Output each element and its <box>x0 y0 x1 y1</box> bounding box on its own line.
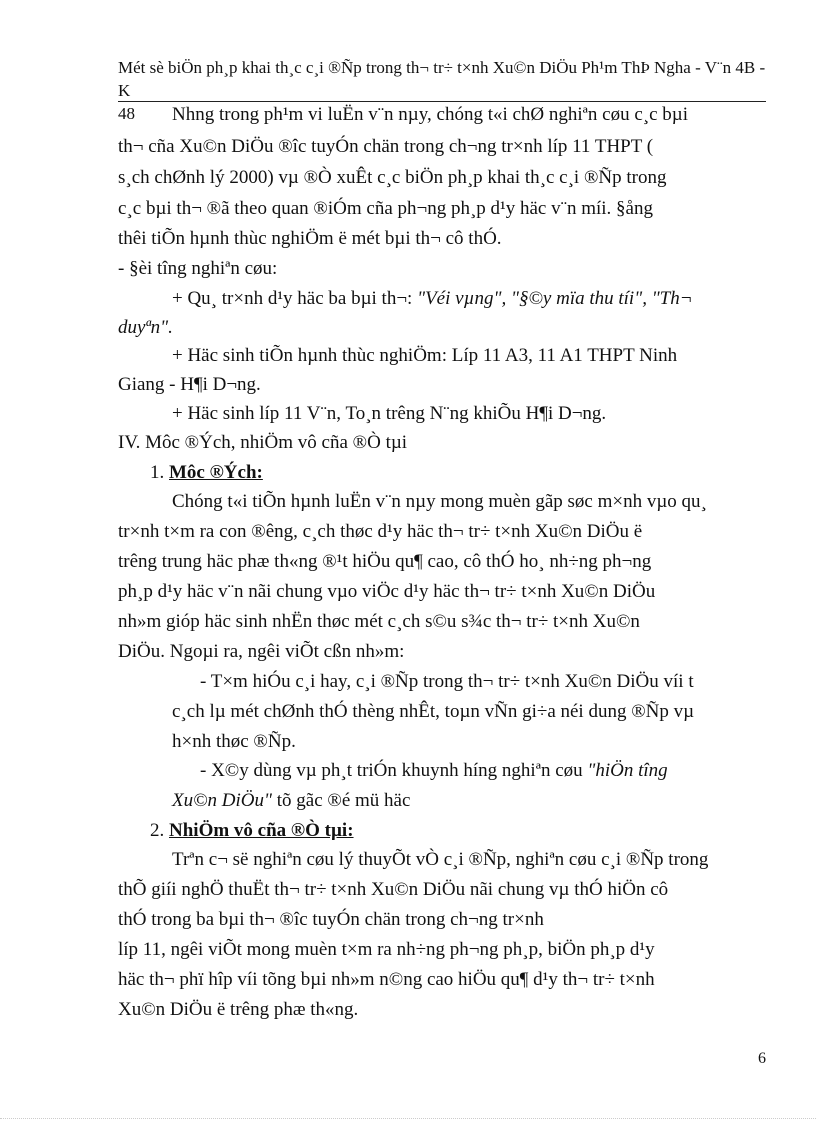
paragraph-line: häc th¬ phï hîp víi tõng bµi nh»m n©ng cao hiÖu qu¶ d¹y th¬ tr÷ t×nh <box>118 969 655 990</box>
poem-titles: "Véi vµng", "§©y mïa thu tíi", "Th¬ <box>417 288 693 309</box>
aim-text: tõ gãc ®é mü häc <box>272 790 411 811</box>
paragraph-line: th¬ cña Xu©n DiÖu ®îc tuyÓn chän trong ch¬ng tr×nh líp 11 THPT ( <box>118 136 654 157</box>
paragraph-line: trêng trung häc phæ th«ng ®¹t hiÖu qu¶ cao, cô thÓ ho¸ nh÷ng ph¬ng <box>118 551 652 572</box>
list-item-continuation <box>118 316 173 340</box>
aim-italic: "hiÖn tîng <box>587 760 668 781</box>
paragraph-line: Chóng t«i tiÕn hµnh luËn v¨n nµy mong muèn gãp søc m×nh vµo qu¸ <box>172 491 707 512</box>
aim-line: h×nh thøc ®Ñp. <box>172 731 296 752</box>
list-item: + Häc sinh líp 11 V¨n, To¸n trêng N¨ng khiÕu H¶i D¬ng. <box>172 403 607 424</box>
paragraph-line: líp 11, ngêi viÕt mong muèn t×m ra nh÷ng ph¬ng ph¸p, biÖn ph¸p d¹y <box>118 939 655 960</box>
paragraph-line: thÕ giíi nghÖ thuËt th¬ tr÷ t×nh Xu©n DiÖu nãi chung vµ thÓ hiÖn cô <box>118 879 669 900</box>
aim-line <box>200 759 668 783</box>
aim-text: - X©y dùng vµ ph¸t triÓn khuynh híng nghiªn cøu <box>200 760 588 781</box>
list-heading: - §èi tîng nghiªn cøu: <box>118 258 278 279</box>
list-item: + Häc sinh tiÕn hµnh thùc nghiÖm: Líp 11 A3, 11 A1 THPT Ninh <box>172 345 678 366</box>
header-rule <box>118 101 766 102</box>
paragraph-line: nh»m gióp häc sinh nhËn thøc mét c¸ch s©u s¾c th¬ tr÷ t×nh Xu©n <box>118 611 640 632</box>
paragraph-line: Xu©n DiÖu ë trêng phæ th«ng. <box>118 999 359 1020</box>
paragraph-line: thêi tiÕn hµnh thùc nghiÖm ë mét bµi th¬ cô thÓ. <box>118 228 502 249</box>
subsection-heading <box>150 819 354 843</box>
header-line-1: Mét sè biÖn ph¸p khai th¸c c¸i ®Ñp trong th¬ tr÷ t×nh Xu©n DiÖu Ph¹m ThÞ Ngha - V¨n 4B - K <box>118 58 766 100</box>
aim-line: c¸ch lµ mét chØnh thÓ thèng nhÊt, toµn vÑn gi÷a néi dung ®Ñp vµ <box>172 701 695 722</box>
page-number: 6 <box>758 1050 766 1067</box>
paragraph-line: tr×nh t×m ra con ®êng, c¸ch thøc d¹y häc th¬ tr÷ t×nh Xu©n DiÖu ë <box>118 521 643 542</box>
aim-italic: Xu©n DiÖu" <box>172 790 272 811</box>
list-item-continuation: Giang - H¶i D¬ng. <box>118 374 261 395</box>
aim-line <box>172 789 410 813</box>
subsection-number: 1. <box>150 462 169 483</box>
list-item <box>172 287 693 311</box>
paragraph-line: DiÖu. Ngoµi ra, ngêi viÕt cßn nh»m: <box>118 641 405 662</box>
subsection-title: NhiÖm vô cña ®Ò tµi: <box>169 820 354 841</box>
subsection-title: Môc ®Ých: <box>169 462 263 483</box>
paragraph-line: s¸ch chØnh lý 2000) vµ ®Ò xuÊt c¸c biÖn ph¸p khai th¸c c¸i ®Ñp trong <box>118 167 667 188</box>
page-bottom-divider <box>0 1118 816 1119</box>
list-item-text: + Qu¸ tr×nh d¹y häc ba bµi th¬: <box>172 288 418 309</box>
paragraph-line: Nhng trong ph¹m vi luËn v¨n nµy, chóng t«i chØ nghiªn cøu c¸c bµi <box>172 104 689 125</box>
paragraph-line: c¸c bµi th¬ ®ã theo quan ®iÓm cña ph¬ng ph¸p d¹y häc v¨n míi. §ång <box>118 198 653 219</box>
paragraph-line: ph¸p d¹y häc v¨n nãi chung vµo viÖc d¹y häc th¬ tr÷ t×nh Xu©n DiÖu <box>118 581 656 602</box>
subsection-number: 2. <box>150 820 169 841</box>
section-heading: IV. Môc ®Ých, nhiÖm vô cña ®Ò tµi <box>118 432 408 453</box>
aim-line: - T×m hiÓu c¸i hay, c¸i ®Ñp trong th¬ tr÷ t×nh Xu©n DiÖu víi t <box>200 671 694 692</box>
paragraph-line: thÓ trong ba bµi th¬ ®îc tuyÓn chän trong ch¬ng tr×nh <box>118 909 544 930</box>
subsection-heading <box>150 461 263 485</box>
paragraph-line: Trªn c¬ së nghiªn cøu lý thuyÕt vÒ c¸i ®Ñp, nghiªn cøu c¸i ®Ñp trong <box>172 849 709 870</box>
header-line-2: 48 <box>118 104 135 123</box>
poem-title-continuation: duyªn". <box>118 317 173 338</box>
